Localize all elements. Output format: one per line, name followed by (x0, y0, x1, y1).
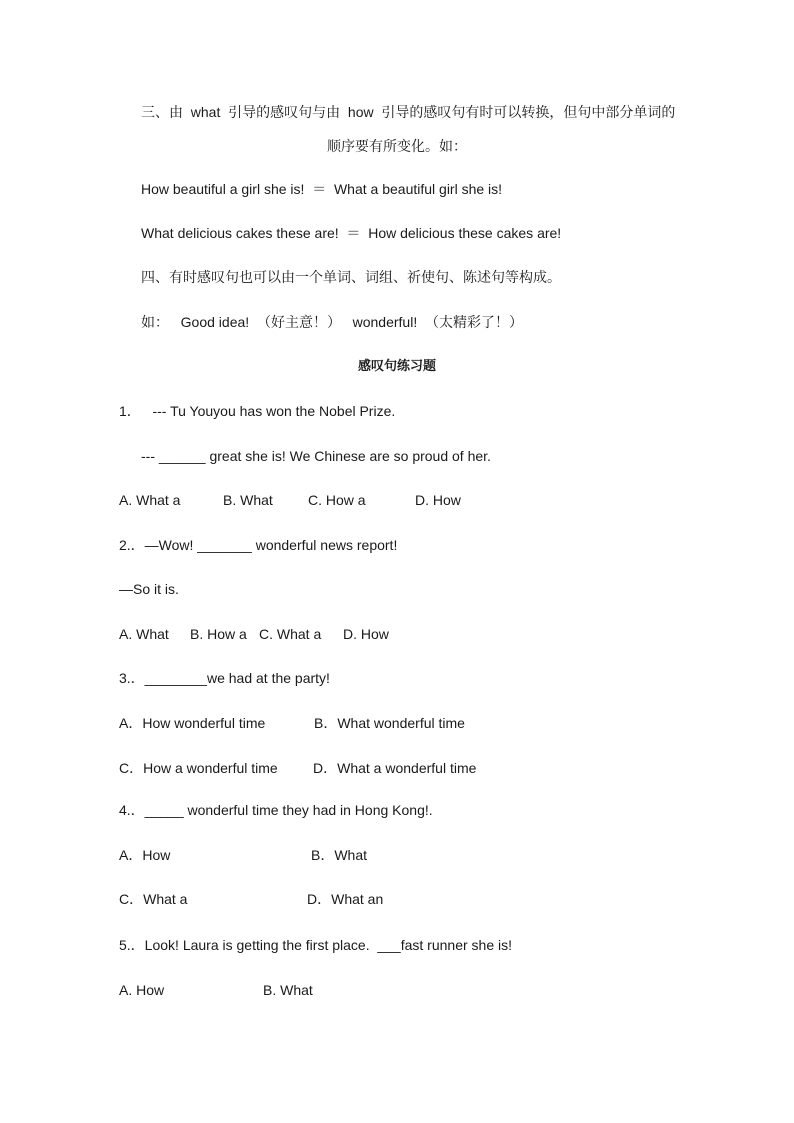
question-4-stem: 4.．_____ wonderful time they had in Hong Kong!. (119, 802, 433, 818)
question-2-option-d: D. How (343, 626, 389, 642)
question-3-option-a: A．How wonderful time (119, 715, 266, 731)
question-2-option-a: A. What (119, 626, 169, 642)
question-3-option-c: C．How a wonderful time (119, 760, 278, 776)
question-5-option-b: B. What (263, 982, 313, 998)
question-3-option-d: D．What a wonderful time (313, 760, 477, 776)
question-2-option-c: C. What a (259, 626, 322, 642)
question-5-option-a: A. How (119, 982, 165, 998)
question-5-stem: 5.．Look! Laura is getting the first place. ___fast runner she is! (119, 937, 512, 953)
question-1-option-d: D. How (415, 492, 461, 508)
question-4-option-b: B．What (311, 847, 368, 863)
question-3-option-b: B．What wonderful time (314, 715, 465, 731)
example-2: What delicious cakes these are! ＝ How delicious these cakes are! (141, 225, 562, 241)
question-1-option-c: C. How a (308, 492, 366, 508)
rule-3-line-2: 顺序要有所变化。如： (327, 138, 467, 154)
question-2-stem: 2.．—Wow! _______ wonderful news report! (119, 537, 398, 553)
example-1: How beautiful a girl she is! ＝ What a beautiful girl she is! (141, 181, 503, 197)
question-4-option-d: D．What an (307, 891, 384, 907)
question-3-stem: 3.．________we had at the party! (119, 670, 330, 686)
rule-4-example: 如： Good idea! （好主意！） wonderful! （太精彩了！） (141, 314, 523, 330)
question-2-stem-2: —So it is. (119, 581, 179, 597)
rule-3-line-1: 三、由 what 引导的感叹句与由 how 引导的感叹句有时可以转换，但句中部分单词的 (141, 104, 676, 120)
question-4-option-a: A．How (119, 847, 171, 863)
question-1-option-a: A. What a (119, 492, 181, 508)
rule-4: 四、有时感叹句也可以由一个单词、词组、祈使句、陈述句等构成。 (141, 269, 561, 285)
question-2-option-b: B. How a (190, 626, 247, 642)
question-1-stem: 1． --- Tu Youyou has won the Nobel Prize. (119, 403, 396, 419)
section-title: 感叹句练习题 (357, 358, 436, 373)
question-4-option-c: C．What a (119, 891, 188, 907)
question-1-stem-2: --- ______ great she is! We Chinese are so proud of her. (141, 448, 491, 464)
question-1-option-b: B. What (223, 492, 273, 508)
